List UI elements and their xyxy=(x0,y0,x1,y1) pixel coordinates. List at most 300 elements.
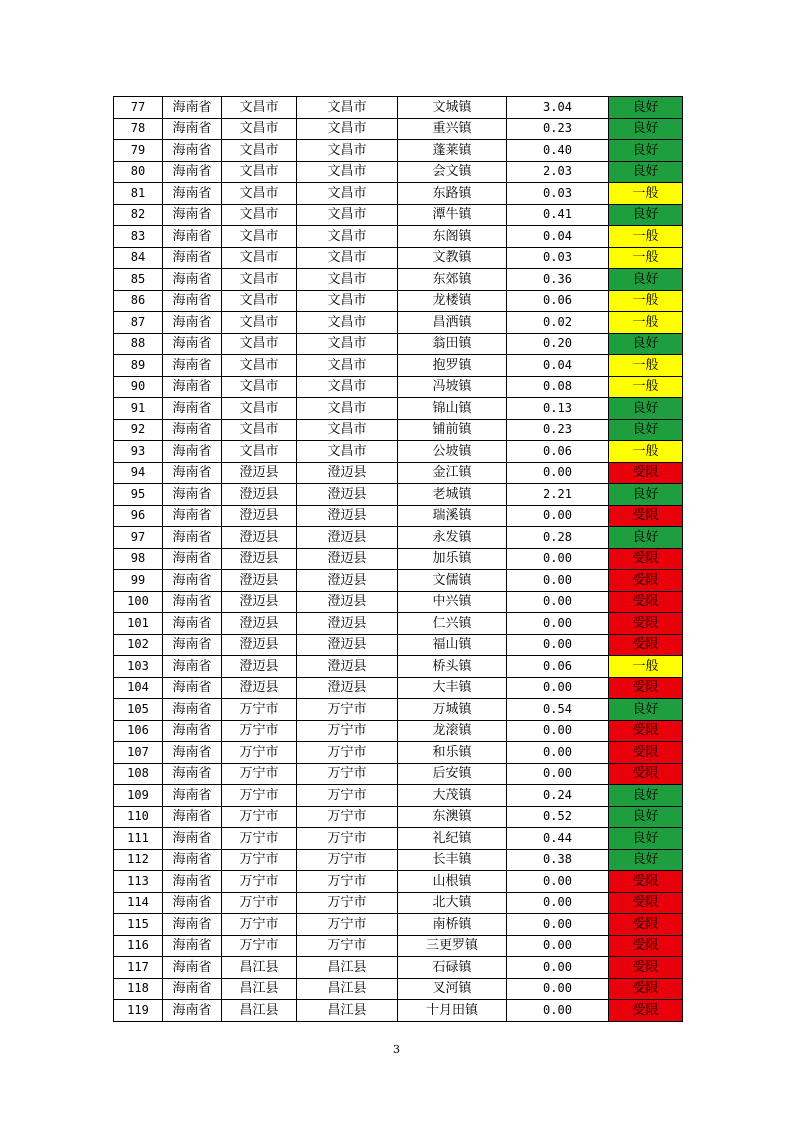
table-row xyxy=(114,1000,683,1022)
town-cell: 昌洒镇 xyxy=(398,312,507,334)
city-cell: 文昌市 xyxy=(222,204,297,226)
value-cell: 0.04 xyxy=(507,355,609,377)
status-cell: 受限 xyxy=(609,892,683,914)
town-cell: 文教镇 xyxy=(398,247,507,269)
row-index-cell: 118 xyxy=(114,978,163,1000)
province-cell: 海南省 xyxy=(163,957,222,979)
row-index-cell: 105 xyxy=(114,699,163,721)
status-cell: 良好 xyxy=(609,269,683,291)
status-cell: 受限 xyxy=(609,634,683,656)
county-cell: 澄迈县 xyxy=(297,505,398,527)
row-index-cell: 84 xyxy=(114,247,163,269)
row-index-cell: 91 xyxy=(114,398,163,420)
city-cell: 文昌市 xyxy=(222,312,297,334)
table-row xyxy=(114,935,683,957)
value-cell: 0.04 xyxy=(507,226,609,248)
town-cell: 瑞溪镇 xyxy=(398,505,507,527)
town-cell: 文儒镇 xyxy=(398,570,507,592)
row-index-cell: 85 xyxy=(114,269,163,291)
province-cell: 海南省 xyxy=(163,204,222,226)
status-cell: 良好 xyxy=(609,333,683,355)
county-cell: 文昌市 xyxy=(297,333,398,355)
value-cell: 0.00 xyxy=(507,935,609,957)
county-cell: 万宁市 xyxy=(297,914,398,936)
value-cell: 0.20 xyxy=(507,333,609,355)
status-cell: 受限 xyxy=(609,570,683,592)
county-cell: 澄迈县 xyxy=(297,570,398,592)
city-cell: 澄迈县 xyxy=(222,634,297,656)
value-cell: 0.23 xyxy=(507,419,609,441)
status-cell: 一般 xyxy=(609,183,683,205)
town-cell: 叉河镇 xyxy=(398,978,507,1000)
city-cell: 文昌市 xyxy=(222,269,297,291)
value-cell: 0.00 xyxy=(507,591,609,613)
table-row xyxy=(114,763,683,785)
row-index-cell: 96 xyxy=(114,505,163,527)
value-cell: 0.08 xyxy=(507,376,609,398)
value-cell: 0.41 xyxy=(507,204,609,226)
table-row xyxy=(114,204,683,226)
value-cell: 0.00 xyxy=(507,720,609,742)
province-cell: 海南省 xyxy=(163,183,222,205)
table-row xyxy=(114,591,683,613)
province-cell: 海南省 xyxy=(163,398,222,420)
city-cell: 文昌市 xyxy=(222,398,297,420)
status-cell: 一般 xyxy=(609,226,683,248)
city-cell: 文昌市 xyxy=(222,118,297,140)
province-cell: 海南省 xyxy=(163,570,222,592)
table-row xyxy=(114,957,683,979)
province-cell: 海南省 xyxy=(163,484,222,506)
table-row xyxy=(114,699,683,721)
city-cell: 文昌市 xyxy=(222,290,297,312)
status-cell: 良好 xyxy=(609,97,683,119)
county-cell: 澄迈县 xyxy=(297,462,398,484)
town-cell: 石碌镇 xyxy=(398,957,507,979)
table-row xyxy=(114,828,683,850)
province-cell: 海南省 xyxy=(163,441,222,463)
city-cell: 万宁市 xyxy=(222,742,297,764)
city-cell: 澄迈县 xyxy=(222,548,297,570)
county-cell: 万宁市 xyxy=(297,828,398,850)
county-cell: 文昌市 xyxy=(297,290,398,312)
province-cell: 海南省 xyxy=(163,699,222,721)
table-row xyxy=(114,849,683,871)
province-cell: 海南省 xyxy=(163,355,222,377)
table-row xyxy=(114,892,683,914)
row-index-cell: 111 xyxy=(114,828,163,850)
county-cell: 文昌市 xyxy=(297,355,398,377)
row-index-cell: 82 xyxy=(114,204,163,226)
town-cell: 万城镇 xyxy=(398,699,507,721)
table-row xyxy=(114,570,683,592)
row-index-cell: 101 xyxy=(114,613,163,635)
city-cell: 澄迈县 xyxy=(222,656,297,678)
row-index-cell: 98 xyxy=(114,548,163,570)
province-cell: 海南省 xyxy=(163,978,222,1000)
city-cell: 澄迈县 xyxy=(222,613,297,635)
province-cell: 海南省 xyxy=(163,656,222,678)
province-cell: 海南省 xyxy=(163,742,222,764)
value-cell: 0.02 xyxy=(507,312,609,334)
province-cell: 海南省 xyxy=(163,527,222,549)
status-cell: 一般 xyxy=(609,290,683,312)
value-cell: 0.00 xyxy=(507,892,609,914)
status-cell: 良好 xyxy=(609,161,683,183)
province-cell: 海南省 xyxy=(163,935,222,957)
table-row xyxy=(114,118,683,140)
table-row xyxy=(114,161,683,183)
county-cell: 澄迈县 xyxy=(297,548,398,570)
row-index-cell: 94 xyxy=(114,462,163,484)
table-row xyxy=(114,677,683,699)
city-cell: 澄迈县 xyxy=(222,484,297,506)
row-index-cell: 103 xyxy=(114,656,163,678)
town-cell: 大茂镇 xyxy=(398,785,507,807)
status-cell: 受限 xyxy=(609,742,683,764)
row-index-cell: 116 xyxy=(114,935,163,957)
county-cell: 昌江县 xyxy=(297,1000,398,1022)
table-row xyxy=(114,441,683,463)
province-cell: 海南省 xyxy=(163,763,222,785)
county-cell: 文昌市 xyxy=(297,269,398,291)
value-cell: 0.00 xyxy=(507,548,609,570)
city-cell: 文昌市 xyxy=(222,97,297,119)
value-cell: 0.44 xyxy=(507,828,609,850)
city-cell: 澄迈县 xyxy=(222,527,297,549)
table-row xyxy=(114,269,683,291)
table-row xyxy=(114,871,683,893)
status-cell: 受限 xyxy=(609,613,683,635)
status-cell: 良好 xyxy=(609,398,683,420)
table-row xyxy=(114,505,683,527)
value-cell: 0.00 xyxy=(507,613,609,635)
value-cell: 0.54 xyxy=(507,699,609,721)
status-cell: 良好 xyxy=(609,419,683,441)
city-cell: 文昌市 xyxy=(222,247,297,269)
status-cell: 良好 xyxy=(609,118,683,140)
county-cell: 万宁市 xyxy=(297,849,398,871)
province-cell: 海南省 xyxy=(163,290,222,312)
town-cell: 加乐镇 xyxy=(398,548,507,570)
value-cell: 0.52 xyxy=(507,806,609,828)
county-cell: 万宁市 xyxy=(297,806,398,828)
province-cell: 海南省 xyxy=(163,591,222,613)
status-cell: 一般 xyxy=(609,355,683,377)
table-row xyxy=(114,419,683,441)
city-cell: 澄迈县 xyxy=(222,591,297,613)
county-cell: 文昌市 xyxy=(297,312,398,334)
row-index-cell: 92 xyxy=(114,419,163,441)
table-row xyxy=(114,333,683,355)
town-cell: 潭牛镇 xyxy=(398,204,507,226)
town-cell: 桥头镇 xyxy=(398,656,507,678)
status-cell: 受限 xyxy=(609,548,683,570)
table-row xyxy=(114,398,683,420)
row-index-cell: 104 xyxy=(114,677,163,699)
province-cell: 海南省 xyxy=(163,914,222,936)
row-index-cell: 78 xyxy=(114,118,163,140)
status-cell: 良好 xyxy=(609,204,683,226)
city-cell: 文昌市 xyxy=(222,183,297,205)
row-index-cell: 107 xyxy=(114,742,163,764)
row-index-cell: 119 xyxy=(114,1000,163,1022)
city-cell: 万宁市 xyxy=(222,785,297,807)
town-cell: 中兴镇 xyxy=(398,591,507,613)
town-cell: 重兴镇 xyxy=(398,118,507,140)
city-cell: 澄迈县 xyxy=(222,570,297,592)
city-cell: 澄迈县 xyxy=(222,677,297,699)
city-cell: 万宁市 xyxy=(222,699,297,721)
value-cell: 0.03 xyxy=(507,247,609,269)
value-cell: 0.00 xyxy=(507,505,609,527)
town-cell: 东郊镇 xyxy=(398,269,507,291)
town-cell: 十月田镇 xyxy=(398,1000,507,1022)
province-cell: 海南省 xyxy=(163,226,222,248)
county-cell: 万宁市 xyxy=(297,785,398,807)
status-cell: 良好 xyxy=(609,828,683,850)
city-cell: 文昌市 xyxy=(222,355,297,377)
city-cell: 文昌市 xyxy=(222,140,297,162)
value-cell: 2.21 xyxy=(507,484,609,506)
town-cell: 老城镇 xyxy=(398,484,507,506)
table-row xyxy=(114,183,683,205)
city-cell: 万宁市 xyxy=(222,914,297,936)
status-cell: 受限 xyxy=(609,978,683,1000)
status-cell: 一般 xyxy=(609,656,683,678)
town-cell: 锦山镇 xyxy=(398,398,507,420)
value-cell: 0.13 xyxy=(507,398,609,420)
province-cell: 海南省 xyxy=(163,333,222,355)
city-cell: 万宁市 xyxy=(222,892,297,914)
value-cell: 0.06 xyxy=(507,441,609,463)
province-cell: 海南省 xyxy=(163,269,222,291)
town-cell: 后安镇 xyxy=(398,763,507,785)
value-cell: 0.24 xyxy=(507,785,609,807)
province-cell: 海南省 xyxy=(163,806,222,828)
status-cell: 受限 xyxy=(609,591,683,613)
province-cell: 海南省 xyxy=(163,828,222,850)
province-cell: 海南省 xyxy=(163,97,222,119)
town-cell: 东路镇 xyxy=(398,183,507,205)
value-cell: 0.40 xyxy=(507,140,609,162)
table-row xyxy=(114,247,683,269)
status-cell: 良好 xyxy=(609,785,683,807)
table-row xyxy=(114,376,683,398)
row-index-cell: 88 xyxy=(114,333,163,355)
town-cell: 福山镇 xyxy=(398,634,507,656)
row-index-cell: 90 xyxy=(114,376,163,398)
value-cell: 0.28 xyxy=(507,527,609,549)
status-cell: 受限 xyxy=(609,1000,683,1022)
province-cell: 海南省 xyxy=(163,871,222,893)
town-cell: 龙滚镇 xyxy=(398,720,507,742)
city-cell: 文昌市 xyxy=(222,161,297,183)
province-cell: 海南省 xyxy=(163,892,222,914)
town-cell: 翁田镇 xyxy=(398,333,507,355)
county-cell: 昌江县 xyxy=(297,978,398,1000)
row-index-cell: 87 xyxy=(114,312,163,334)
town-cell: 东澳镇 xyxy=(398,806,507,828)
row-index-cell: 113 xyxy=(114,871,163,893)
county-cell: 澄迈县 xyxy=(297,634,398,656)
city-cell: 万宁市 xyxy=(222,763,297,785)
row-index-cell: 115 xyxy=(114,914,163,936)
town-cell: 和乐镇 xyxy=(398,742,507,764)
status-cell: 良好 xyxy=(609,806,683,828)
city-cell: 万宁市 xyxy=(222,849,297,871)
status-cell: 受限 xyxy=(609,763,683,785)
row-index-cell: 99 xyxy=(114,570,163,592)
city-cell: 昌江县 xyxy=(222,957,297,979)
town-cell: 文城镇 xyxy=(398,97,507,119)
status-cell: 一般 xyxy=(609,312,683,334)
county-cell: 文昌市 xyxy=(297,97,398,119)
value-cell: 0.06 xyxy=(507,656,609,678)
status-cell: 受限 xyxy=(609,957,683,979)
county-cell: 文昌市 xyxy=(297,183,398,205)
city-cell: 万宁市 xyxy=(222,806,297,828)
row-index-cell: 86 xyxy=(114,290,163,312)
county-cell: 文昌市 xyxy=(297,247,398,269)
row-index-cell: 83 xyxy=(114,226,163,248)
row-index-cell: 81 xyxy=(114,183,163,205)
province-cell: 海南省 xyxy=(163,140,222,162)
table-row xyxy=(114,548,683,570)
table-row xyxy=(114,97,683,119)
value-cell: 0.23 xyxy=(507,118,609,140)
row-index-cell: 109 xyxy=(114,785,163,807)
town-cell: 金江镇 xyxy=(398,462,507,484)
province-cell: 海南省 xyxy=(163,613,222,635)
status-cell: 受限 xyxy=(609,871,683,893)
value-cell: 0.03 xyxy=(507,183,609,205)
province-cell: 海南省 xyxy=(163,118,222,140)
county-cell: 万宁市 xyxy=(297,720,398,742)
province-cell: 海南省 xyxy=(163,634,222,656)
table-row xyxy=(114,656,683,678)
table-row xyxy=(114,978,683,1000)
county-cell: 文昌市 xyxy=(297,161,398,183)
status-cell: 受限 xyxy=(609,935,683,957)
county-cell: 文昌市 xyxy=(297,118,398,140)
county-cell: 澄迈县 xyxy=(297,484,398,506)
table-row xyxy=(114,312,683,334)
status-cell: 受限 xyxy=(609,677,683,699)
status-cell: 一般 xyxy=(609,247,683,269)
value-cell: 0.00 xyxy=(507,1000,609,1022)
city-cell: 文昌市 xyxy=(222,419,297,441)
city-cell: 万宁市 xyxy=(222,935,297,957)
province-cell: 海南省 xyxy=(163,548,222,570)
table-row xyxy=(114,462,683,484)
value-cell: 3.04 xyxy=(507,97,609,119)
status-cell: 一般 xyxy=(609,376,683,398)
city-cell: 文昌市 xyxy=(222,441,297,463)
table-row xyxy=(114,720,683,742)
county-cell: 万宁市 xyxy=(297,892,398,914)
province-cell: 海南省 xyxy=(163,677,222,699)
row-index-cell: 117 xyxy=(114,957,163,979)
town-cell: 长丰镇 xyxy=(398,849,507,871)
row-index-cell: 100 xyxy=(114,591,163,613)
table-row xyxy=(114,634,683,656)
province-cell: 海南省 xyxy=(163,161,222,183)
data-table xyxy=(113,96,683,1022)
town-cell: 冯坡镇 xyxy=(398,376,507,398)
row-index-cell: 79 xyxy=(114,140,163,162)
town-cell: 北大镇 xyxy=(398,892,507,914)
county-cell: 万宁市 xyxy=(297,935,398,957)
row-index-cell: 95 xyxy=(114,484,163,506)
town-cell: 大丰镇 xyxy=(398,677,507,699)
province-cell: 海南省 xyxy=(163,505,222,527)
province-cell: 海南省 xyxy=(163,785,222,807)
town-cell: 龙楼镇 xyxy=(398,290,507,312)
province-cell: 海南省 xyxy=(163,849,222,871)
value-cell: 0.00 xyxy=(507,978,609,1000)
table-body xyxy=(114,97,683,1022)
county-cell: 万宁市 xyxy=(297,699,398,721)
value-cell: 2.03 xyxy=(507,161,609,183)
county-cell: 澄迈县 xyxy=(297,613,398,635)
table-row xyxy=(114,742,683,764)
value-cell: 0.00 xyxy=(507,677,609,699)
county-cell: 文昌市 xyxy=(297,441,398,463)
town-cell: 南桥镇 xyxy=(398,914,507,936)
town-cell: 蓬莱镇 xyxy=(398,140,507,162)
table-row xyxy=(114,806,683,828)
town-cell: 三更罗镇 xyxy=(398,935,507,957)
row-index-cell: 77 xyxy=(114,97,163,119)
value-cell: 0.00 xyxy=(507,462,609,484)
city-cell: 万宁市 xyxy=(222,828,297,850)
row-index-cell: 114 xyxy=(114,892,163,914)
value-cell: 0.00 xyxy=(507,914,609,936)
province-cell: 海南省 xyxy=(163,462,222,484)
province-cell: 海南省 xyxy=(163,720,222,742)
city-cell: 昌江县 xyxy=(222,978,297,1000)
county-cell: 文昌市 xyxy=(297,204,398,226)
table-row xyxy=(114,140,683,162)
town-cell: 铺前镇 xyxy=(398,419,507,441)
town-cell: 东阁镇 xyxy=(398,226,507,248)
town-cell: 礼纪镇 xyxy=(398,828,507,850)
value-cell: 0.00 xyxy=(507,957,609,979)
town-cell: 会文镇 xyxy=(398,161,507,183)
city-cell: 万宁市 xyxy=(222,720,297,742)
page-number: 3 xyxy=(393,1043,400,1056)
table-row xyxy=(114,226,683,248)
row-index-cell: 97 xyxy=(114,527,163,549)
row-index-cell: 80 xyxy=(114,161,163,183)
table-row xyxy=(114,914,683,936)
value-cell: 0.00 xyxy=(507,634,609,656)
status-cell: 良好 xyxy=(609,699,683,721)
city-cell: 澄迈县 xyxy=(222,505,297,527)
row-index-cell: 102 xyxy=(114,634,163,656)
county-cell: 文昌市 xyxy=(297,140,398,162)
city-cell: 万宁市 xyxy=(222,871,297,893)
city-cell: 文昌市 xyxy=(222,226,297,248)
status-cell: 受限 xyxy=(609,462,683,484)
county-cell: 澄迈县 xyxy=(297,656,398,678)
city-cell: 文昌市 xyxy=(222,376,297,398)
county-cell: 澄迈县 xyxy=(297,591,398,613)
town-cell: 抱罗镇 xyxy=(398,355,507,377)
status-cell: 良好 xyxy=(609,140,683,162)
county-cell: 万宁市 xyxy=(297,742,398,764)
